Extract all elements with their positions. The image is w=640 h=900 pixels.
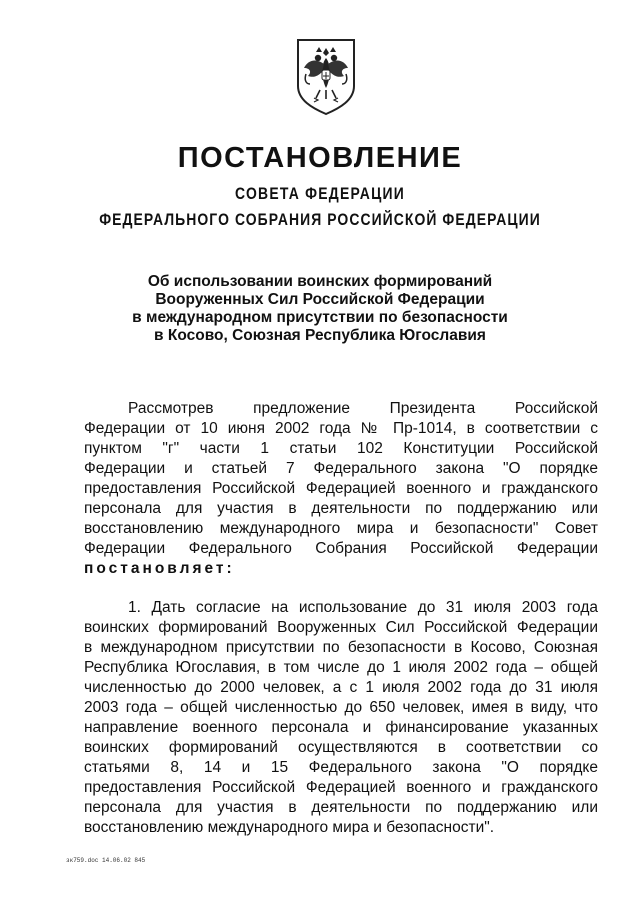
- clause-1-paragraph: [84, 598, 598, 838]
- clause-line: 2003 года – общей численностью до 650 человек, имея в виду, что: [84, 699, 598, 716]
- clause-line: воинских формирований осуществляются в соответствии со: [84, 739, 598, 756]
- preamble-paragraph: [84, 399, 598, 579]
- clause-line: восстановлению международного мира и безопасности".: [84, 819, 495, 836]
- file-reference-footer: зк759.doc 14.06.02 845: [66, 857, 146, 864]
- subject-line: Вооруженных Сил Российской Федерации: [155, 291, 485, 308]
- preamble-line: Федерации от 10 июня 2002 года № Пр-1014, в соответствии с: [84, 420, 598, 437]
- clause-line: статьями 8, 14 и 15 Федерального закона "О порядке: [84, 759, 598, 776]
- preamble-line: предоставления Российской Федерацией военного и гражданского: [84, 480, 598, 497]
- clause-line: численностью до 2000 человек, а с 1 июля 2002 года до 31 июля: [84, 679, 598, 696]
- clause-line: персонала для участия в деятельности по поддержанию или: [84, 799, 598, 816]
- preamble-line: Федерации и статьей 7 Федерального закона "О порядке: [84, 460, 598, 477]
- subject-line: в международном присутствии по безопасности: [132, 309, 508, 326]
- subject-line: Об использовании воинских формирований: [147, 273, 493, 290]
- clause-line: предоставления Российской Федерацией военного и гражданского: [84, 779, 598, 796]
- document-title: ПОСТАНОВЛЕНИЕ: [177, 142, 463, 174]
- preamble-line: пунктом "г" части 1 статьи 102 Конституции Российской: [84, 440, 598, 457]
- issuer-line-1: СОВЕТА ФЕДЕРАЦИИ: [235, 184, 405, 203]
- coat-of-arms-icon: [294, 34, 358, 116]
- issuer-line-2: ФЕДЕРАЛЬНОГО СОБРАНИЯ РОССИЙСКОЙ ФЕДЕРАЦИИ: [99, 210, 541, 229]
- clause-line: направление военного персонала и финансирование указанных: [84, 719, 598, 736]
- subject-line: в Косово, Союзная Республика Югославия: [154, 327, 486, 344]
- preamble-line: восстановлению международного мира и безопасности" Совет: [84, 520, 598, 537]
- preamble-line: Федерации Федерального Собрания Российской Федерации: [84, 540, 598, 557]
- document-subject: [0, 273, 640, 345]
- clause-line: 1. Дать согласие на использование до 31 июля 2003 года: [128, 599, 598, 616]
- resolves-word: постановляет:: [84, 560, 235, 577]
- clause-line: воинских формирований Вооруженных Сил Российской Федерации: [84, 619, 598, 636]
- clause-line: Республика Югославия, в том числе до 1 июля 2002 года – общей: [84, 659, 598, 676]
- preamble-line: персонала для участия в деятельности по поддержанию или: [84, 500, 598, 517]
- preamble-line: Рассмотрев предложение Президента Российской: [128, 400, 598, 417]
- clause-line: в международном присутствии по безопасности в Косово, Союзная: [84, 639, 598, 656]
